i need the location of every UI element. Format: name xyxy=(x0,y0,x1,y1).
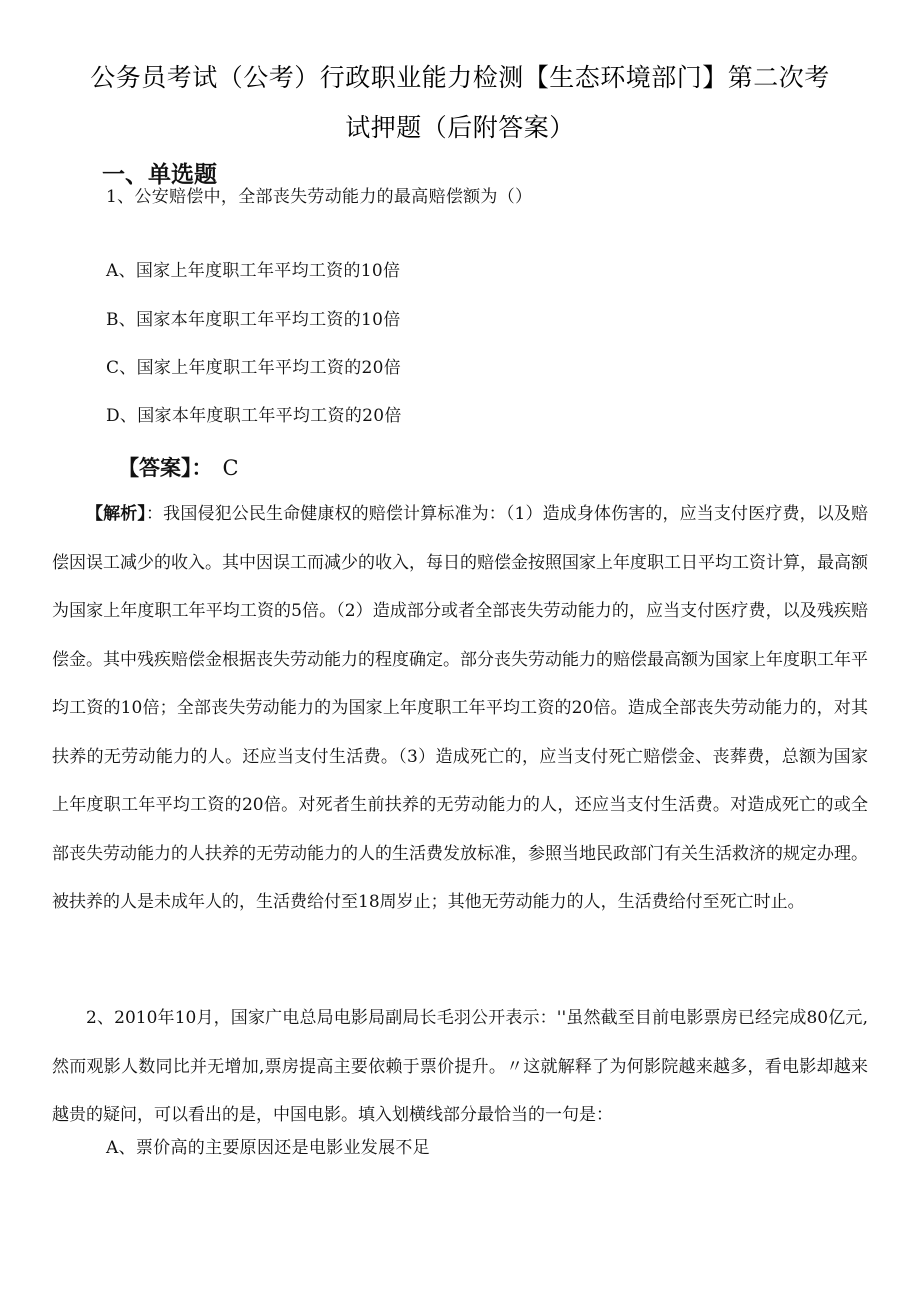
analysis-text: ：我国侵犯公民生命健康权的赔偿计算标准为：（1）造成身体伤害的，应当支付医疗费，以及赔偿因误工减少的收入。其中因误工而减少的收入，每日的赔偿金按照国家上年度职工日平均工资计算，最高额为国家上年度职工年平均工资的5倍。（2）造成部分或者全部丧失劳动能力的，应当支付医疗费，以及残疾赔偿金。其中残疾赔偿金根据丧失劳动能力的程度确定。部分丧失劳动能力的赔偿最高额为国家上年度职工年平均工资的10倍；全部丧失劳动能力的为国家上年度职工年平均工资的20倍。造成全部丧失劳动能力的，对其扶养的无劳动能力的人。还应当支付生活费。（3）造成死亡的，应当支付死亡赔偿金、丧葬费，总额为国家上年度职工年平均工资的20倍。对死者生前扶养的无劳动能力的人，还应当支付生活费。对造成死亡的或全部丧失劳动能力的人扶养的无劳动能力的人的生活费发放标准，参照当地民政部门有关生活救济的规定办理。被扶养的人是未成年人的，生活费给付至18周岁止；其他无劳动能力的人，生活费给付至死亡时止。 xyxy=(52,504,868,912)
question-1-option-b: B、国家本年度职工年平均工资的10倍 xyxy=(106,310,401,330)
question-1-analysis xyxy=(52,490,868,970)
question-1-option-a: A、国家上年度职工年平均工资的10倍 xyxy=(106,261,401,281)
document-title-line-1: 公务员考试（公考）行政职业能力检测【生态环境部门】第二次考 xyxy=(90,63,830,92)
analysis-label: 【解析】 xyxy=(86,504,147,524)
section-heading: 一、单选题 xyxy=(102,162,217,188)
answer-label: 【答案】： xyxy=(118,456,213,480)
answer-value: C xyxy=(222,456,239,480)
question-2-option-a: A、票价高的主要原因还是电影业发展不足 xyxy=(106,1138,430,1158)
question-1-answer xyxy=(118,452,239,482)
question-1-option-c: C、国家上年度职工年平均工资的20倍 xyxy=(106,358,402,378)
question-1-stem: 1、公安赔偿中，全部丧失劳动能力的最高赔偿额为（） xyxy=(106,187,533,207)
question-2-stem: 2、2010年10月，国家广电总局电影局副局长毛羽公开表示：''虽然截至目前电影票房已经完成80亿元,然而观影人数同比并无增加,票房提高主要依赖于票价提升。〃这就解释了为何影院越来越多，看电影却越来越贵的疑问，可以看出的是，中国电影。填入划横线部分最恰当的一句是： xyxy=(52,1008,868,1125)
document-title-line-2: 试押题（后附答案） xyxy=(345,113,575,142)
question-1-option-d: D、国家本年度职工年平均工资的20倍 xyxy=(106,406,402,426)
